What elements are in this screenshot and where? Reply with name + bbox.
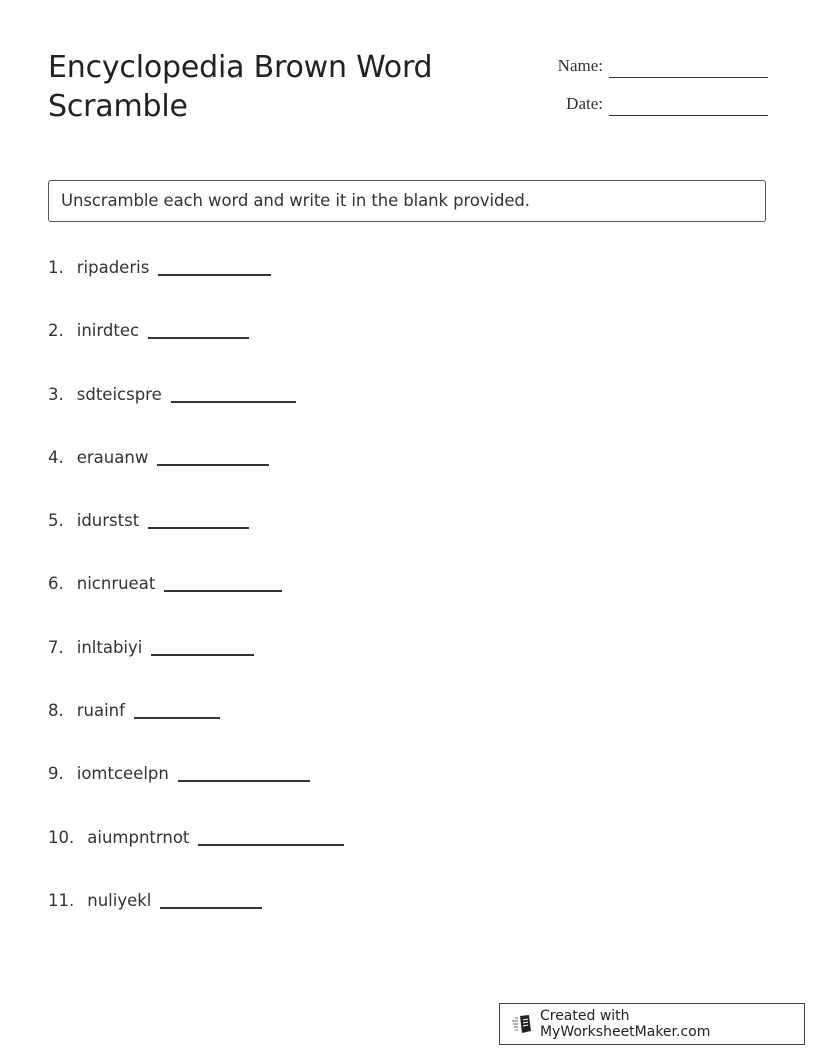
footer-credit[interactable]: [499, 1003, 805, 1045]
answer-blank: [158, 273, 271, 276]
list-item: [48, 385, 296, 417]
item-number: 5.: [48, 511, 64, 530]
item-number: 3.: [48, 385, 64, 404]
answer-blank: [171, 400, 296, 403]
worksheet-maker-logo-icon: [512, 1014, 534, 1034]
list-item: [48, 258, 271, 290]
list-item: [48, 891, 262, 923]
answer-blank: [178, 779, 310, 782]
item-number: 10.: [48, 828, 75, 847]
scrambled-word: erauanw: [76, 448, 149, 467]
item-number: 4.: [48, 448, 64, 467]
answer-blank: [157, 463, 269, 466]
scrambled-word: aiumpntrnot: [87, 828, 190, 847]
date-row: [540, 90, 770, 116]
scrambled-word: nicnrueat: [76, 574, 156, 593]
scrambled-word: iomtceelpn: [76, 764, 169, 783]
item-number: 11.: [48, 891, 75, 910]
worksheet-title: Encyclopedia Brown Word Scramble: [48, 50, 433, 124]
list-item: [48, 828, 344, 860]
list-item: [48, 321, 249, 353]
scrambled-word: ripaderis: [76, 258, 150, 277]
name-label: Name:: [557, 56, 603, 75]
instructions-box: Unscramble each word and write it in the blank provided.: [48, 180, 766, 222]
answer-blank: [148, 336, 249, 339]
answer-blank: [148, 526, 249, 529]
list-item: [48, 448, 269, 480]
item-number: 9.: [48, 764, 64, 783]
scrambled-word: ruainf: [76, 701, 125, 720]
date-label: Date:: [566, 94, 603, 113]
date-blank: [609, 114, 768, 116]
list-item: [48, 638, 254, 670]
item-number: 6.: [48, 574, 64, 593]
item-number: 8.: [48, 701, 64, 720]
answer-blank: [151, 653, 254, 656]
list-item: [48, 764, 310, 796]
list-item: [48, 701, 220, 733]
name-blank: [609, 76, 768, 78]
answer-blank: [198, 843, 344, 846]
answer-blank: [134, 716, 220, 719]
name-row: [540, 52, 770, 78]
scrambled-word: nuliyekl: [87, 891, 152, 910]
answer-blank: [164, 589, 282, 592]
scrambled-word: inirdtec: [76, 321, 140, 340]
item-number: 1.: [48, 258, 64, 277]
item-number: 2.: [48, 321, 64, 340]
item-number: 7.: [48, 638, 64, 657]
answer-blank: [160, 906, 262, 909]
scrambled-word: idurstst: [76, 511, 140, 530]
list-item: [48, 511, 249, 543]
list-item: [48, 574, 282, 606]
footer-text: Created with MyWorksheetMaker.com: [539, 1008, 711, 1040]
scrambled-word: inltabiyi: [76, 638, 143, 657]
scrambled-word: sdteicspre: [76, 385, 162, 404]
